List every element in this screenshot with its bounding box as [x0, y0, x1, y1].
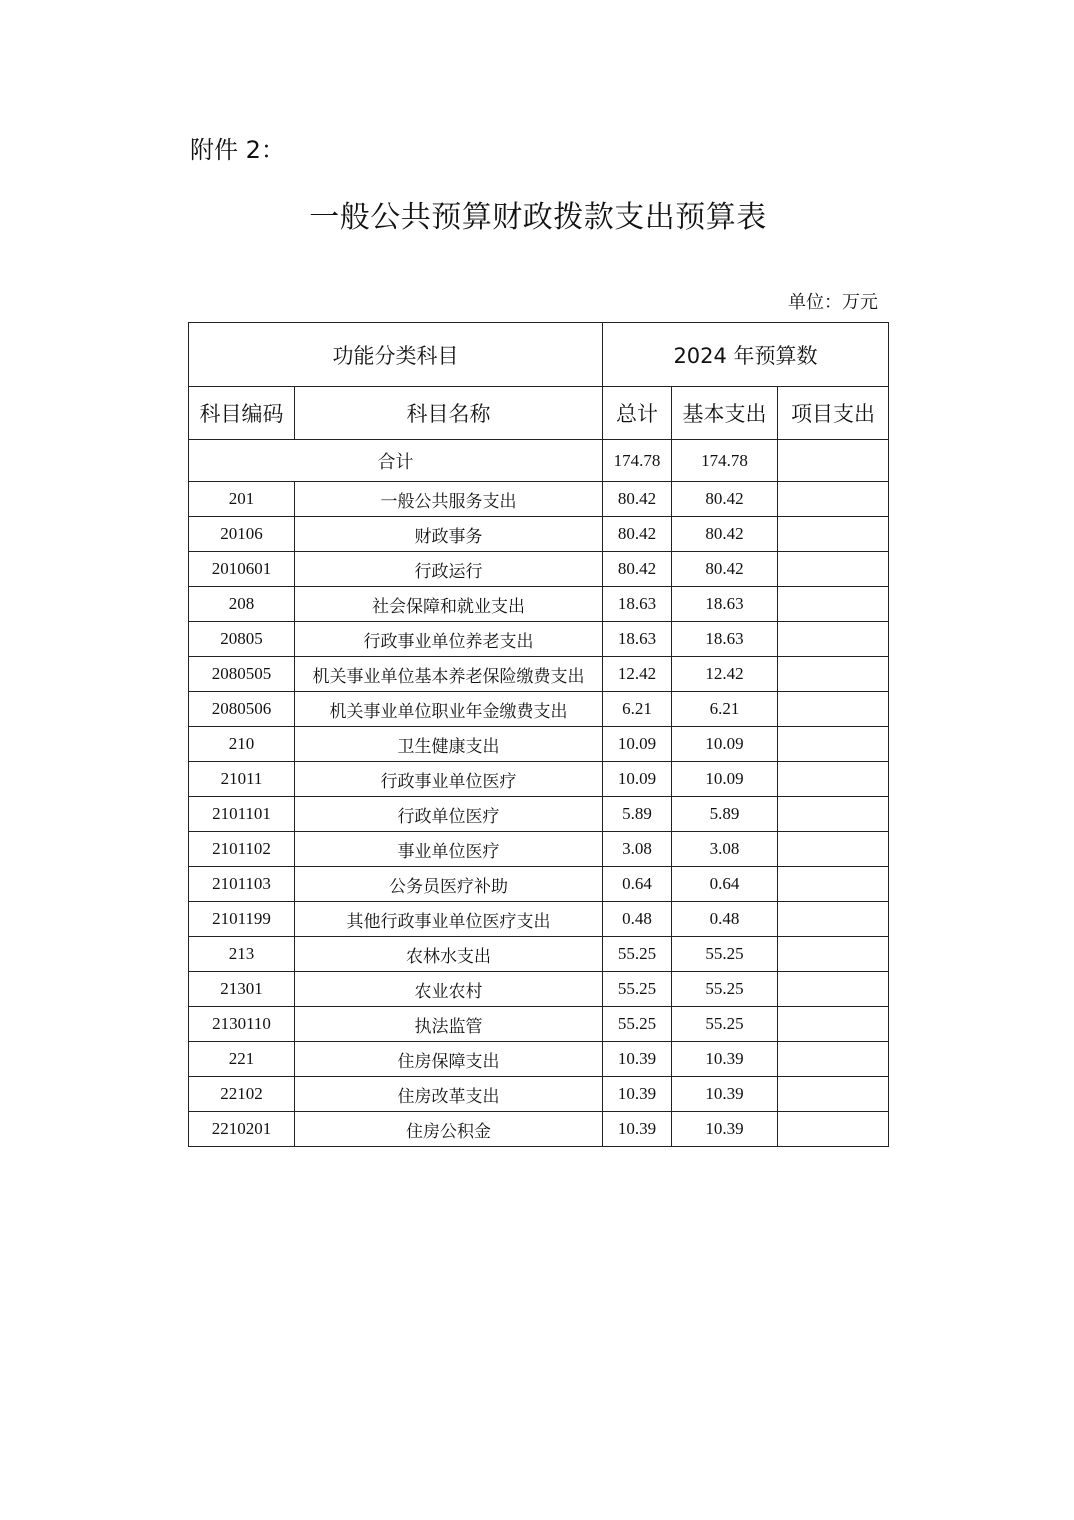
row-name: 行政单位医疗 [295, 797, 603, 832]
row-code: 2101101 [189, 797, 295, 832]
row-basic: 55.25 [672, 972, 778, 1007]
row-name: 农业农村 [295, 972, 603, 1007]
budget-table [188, 322, 889, 1147]
row-basic: 0.64 [672, 867, 778, 902]
row-project [778, 1007, 889, 1042]
row-total: 10.09 [603, 762, 672, 797]
header-group-row [189, 323, 889, 387]
row-code: 2080506 [189, 692, 295, 727]
row-name: 农林水支出 [295, 937, 603, 972]
header-column-row [189, 387, 889, 440]
table-row [189, 937, 889, 972]
table-row [189, 797, 889, 832]
total-row [189, 440, 889, 482]
row-code: 201 [189, 482, 295, 517]
row-basic: 80.42 [672, 517, 778, 552]
row-project [778, 797, 889, 832]
total-project [778, 440, 889, 482]
row-name: 行政事业单位医疗 [295, 762, 603, 797]
table-row [189, 1077, 889, 1112]
row-project [778, 972, 889, 1007]
row-basic: 80.42 [672, 552, 778, 587]
table-row [189, 1007, 889, 1042]
row-code: 221 [189, 1042, 295, 1077]
row-total: 55.25 [603, 1007, 672, 1042]
row-project [778, 552, 889, 587]
row-project [778, 937, 889, 972]
row-basic: 3.08 [672, 832, 778, 867]
row-total: 55.25 [603, 937, 672, 972]
table-row [189, 517, 889, 552]
header-budget-year: 2024 年预算数 [603, 323, 889, 387]
header-basic: 基本支出 [672, 387, 778, 440]
row-code: 2101103 [189, 867, 295, 902]
row-code: 21011 [189, 762, 295, 797]
row-code: 2101102 [189, 832, 295, 867]
row-total: 55.25 [603, 972, 672, 1007]
table-row [189, 972, 889, 1007]
table-row [189, 482, 889, 517]
table-row [189, 1042, 889, 1077]
total-label: 合计 [189, 440, 603, 482]
row-code: 2101199 [189, 902, 295, 937]
row-name: 住房保障支出 [295, 1042, 603, 1077]
header-code: 科目编码 [189, 387, 295, 440]
row-project [778, 517, 889, 552]
row-name: 住房改革支出 [295, 1077, 603, 1112]
document-title: 一般公共预算财政拨款支出预算表 [309, 200, 767, 235]
table-row [189, 552, 889, 587]
row-code: 22102 [189, 1077, 295, 1112]
row-name: 住房公积金 [295, 1112, 603, 1147]
row-basic: 55.25 [672, 937, 778, 972]
row-basic: 6.21 [672, 692, 778, 727]
header-project: 项目支出 [778, 387, 889, 440]
row-project [778, 622, 889, 657]
row-total: 3.08 [603, 832, 672, 867]
row-basic: 80.42 [672, 482, 778, 517]
row-project [778, 692, 889, 727]
row-code: 208 [189, 587, 295, 622]
row-total: 18.63 [603, 622, 672, 657]
header-function-category: 功能分类科目 [189, 323, 603, 387]
table-row [189, 587, 889, 622]
row-basic: 10.09 [672, 762, 778, 797]
row-project [778, 1112, 889, 1147]
row-name: 执法监管 [295, 1007, 603, 1042]
row-code: 20106 [189, 517, 295, 552]
row-basic: 18.63 [672, 622, 778, 657]
table-row [189, 622, 889, 657]
table-row [189, 727, 889, 762]
row-total: 10.39 [603, 1112, 672, 1147]
row-project [778, 762, 889, 797]
total-basic: 174.78 [672, 440, 778, 482]
row-basic: 10.09 [672, 727, 778, 762]
row-name: 事业单位医疗 [295, 832, 603, 867]
row-project [778, 902, 889, 937]
row-project [778, 1077, 889, 1112]
row-project [778, 587, 889, 622]
row-total: 6.21 [603, 692, 672, 727]
row-name: 社会保障和就业支出 [295, 587, 603, 622]
row-basic: 10.39 [672, 1077, 778, 1112]
row-project [778, 1042, 889, 1077]
table-row [189, 902, 889, 937]
row-code: 213 [189, 937, 295, 972]
row-code: 2130110 [189, 1007, 295, 1042]
row-basic: 18.63 [672, 587, 778, 622]
row-name: 行政事业单位养老支出 [295, 622, 603, 657]
row-total: 80.42 [603, 552, 672, 587]
row-total: 18.63 [603, 587, 672, 622]
row-code: 21301 [189, 972, 295, 1007]
row-total: 10.39 [603, 1042, 672, 1077]
header-total: 总计 [603, 387, 672, 440]
row-total: 10.09 [603, 727, 672, 762]
row-name: 一般公共服务支出 [295, 482, 603, 517]
row-basic: 55.25 [672, 1007, 778, 1042]
attachment-label: 附件 2： [190, 136, 285, 164]
table-row [189, 867, 889, 902]
row-project [778, 657, 889, 692]
row-basic: 5.89 [672, 797, 778, 832]
row-code: 2210201 [189, 1112, 295, 1147]
row-basic: 10.39 [672, 1042, 778, 1077]
row-total: 10.39 [603, 1077, 672, 1112]
table-row [189, 762, 889, 797]
row-code: 20805 [189, 622, 295, 657]
row-basic: 12.42 [672, 657, 778, 692]
row-basic: 10.39 [672, 1112, 778, 1147]
row-code: 2010601 [189, 552, 295, 587]
total-sum: 174.78 [603, 440, 672, 482]
row-total: 80.42 [603, 517, 672, 552]
unit-label: 单位：万元 [788, 292, 878, 313]
row-code: 2080505 [189, 657, 295, 692]
row-project [778, 832, 889, 867]
table-row [189, 657, 889, 692]
row-project [778, 867, 889, 902]
row-total: 5.89 [603, 797, 672, 832]
table-row [189, 832, 889, 867]
row-name: 机关事业单位职业年金缴费支出 [295, 692, 603, 727]
row-project [778, 727, 889, 762]
row-name: 卫生健康支出 [295, 727, 603, 762]
row-name: 财政事务 [295, 517, 603, 552]
row-name: 行政运行 [295, 552, 603, 587]
row-project [778, 482, 889, 517]
row-name: 机关事业单位基本养老保险缴费支出 [295, 657, 603, 692]
table-row [189, 1112, 889, 1147]
row-total: 80.42 [603, 482, 672, 517]
row-code: 210 [189, 727, 295, 762]
row-total: 0.64 [603, 867, 672, 902]
row-total: 12.42 [603, 657, 672, 692]
table-row [189, 692, 889, 727]
row-name: 其他行政事业单位医疗支出 [295, 902, 603, 937]
row-basic: 0.48 [672, 902, 778, 937]
row-total: 0.48 [603, 902, 672, 937]
header-name: 科目名称 [295, 387, 603, 440]
row-name: 公务员医疗补助 [295, 867, 603, 902]
